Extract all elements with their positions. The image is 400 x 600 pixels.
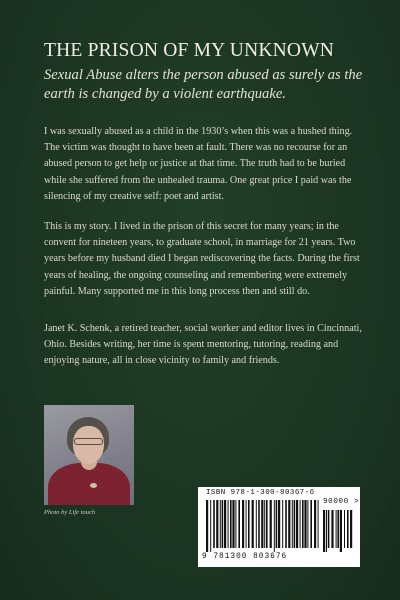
photo-credit: Photo by Life touch <box>44 509 96 516</box>
barcode-bar <box>292 500 293 548</box>
isbn-label: ISBN 978-1-300-80367-6 <box>206 489 315 497</box>
barcode-bar <box>278 500 280 548</box>
barcode-bar <box>337 510 339 548</box>
barcode-bar <box>238 500 240 548</box>
barcode-bar <box>258 500 260 548</box>
barcode-bar <box>304 500 306 548</box>
barcode-bars <box>206 500 320 552</box>
barcode-bar <box>307 500 308 548</box>
barcode-bar <box>232 500 234 548</box>
barcode-bar <box>222 500 224 548</box>
barcode-bar <box>228 500 229 548</box>
barcode-bar <box>235 500 236 548</box>
barcode-addon-bars <box>323 510 353 552</box>
barcode-bar <box>230 500 232 548</box>
barcode-bar <box>326 510 327 552</box>
barcode-bar <box>296 500 298 548</box>
barcode-bar <box>216 500 218 548</box>
blurb-paragraph-1: I was sexually abused as a child in the 1930’s when this was a hushed thing. The victim was thought to have been at fault. There was no recourse for an abused person to get help or justice at that time. The truth had to be buried while she suffered from the unhealed trauma. One great price I paid was the silencing of my creative self: poet and artist. <box>44 126 353 202</box>
barcode-bar <box>347 510 349 548</box>
barcode-bar <box>300 500 301 548</box>
barcode-bar <box>282 500 283 548</box>
barcode-bar <box>302 500 304 548</box>
barcode-bar <box>336 510 337 548</box>
barcode-bar <box>344 510 345 548</box>
blurb-paragraph-2: This is my story. I lived in the prison of this secret for many years; in the convent for nineteen years, to graduate school, in marriage for 21 years. Two years before my husband died I began rediscovering the facts. During the first years of healing, the ongoing counseling and remembering were extremely painful. Many supported me in this long process then and still do. <box>44 221 360 297</box>
barcode-bar <box>270 500 272 548</box>
barcode-bar <box>220 500 221 548</box>
barcode-bar <box>328 510 330 548</box>
barcode-bar <box>252 500 254 548</box>
barcode-bar <box>256 500 257 548</box>
tagline: Sexual Abuse alters the person abused as surely as the earth is changed by a violent earthquake. <box>44 67 363 102</box>
barcode-bar <box>331 510 333 548</box>
barcode-bar <box>318 500 319 548</box>
barcode-bar <box>266 500 268 548</box>
barcode-addon-number: 90000 > <box>323 498 360 506</box>
barcode-bar <box>210 500 211 552</box>
barcode-number: 9 781300 803676 <box>202 553 288 561</box>
barcode-bar <box>213 500 215 548</box>
book-title: THE PRISON OF MY UNKNOWN <box>44 40 335 61</box>
barcode-bar <box>294 500 296 548</box>
barcode-bar <box>248 500 250 548</box>
barcode-bar <box>323 510 325 552</box>
author-bio: Janet K. Schenk, a retired teacher, social worker and editor lives in Cincinnati, Ohio. Besides writing, her time is spent mentoring, tutoring, reading and enjoying nature, all in close vicinity to family and friends. <box>44 323 362 367</box>
barcode-bar <box>310 500 312 548</box>
barcode-bar <box>261 500 263 548</box>
barcode-bar <box>264 500 265 548</box>
barcode-bar <box>274 500 275 552</box>
barcode-bar <box>340 510 342 552</box>
isbn-barcode <box>198 487 360 567</box>
barcode-bar <box>242 500 244 548</box>
barcode-bar <box>314 500 316 548</box>
barcode-bar <box>350 510 352 548</box>
barcode-bar <box>288 500 290 548</box>
barcode-bar <box>276 500 278 548</box>
barcode-bar <box>206 500 208 552</box>
author-photo <box>44 405 134 505</box>
barcode-bar <box>285 500 287 548</box>
barcode-bar <box>224 500 226 548</box>
barcode-bar <box>246 500 247 548</box>
